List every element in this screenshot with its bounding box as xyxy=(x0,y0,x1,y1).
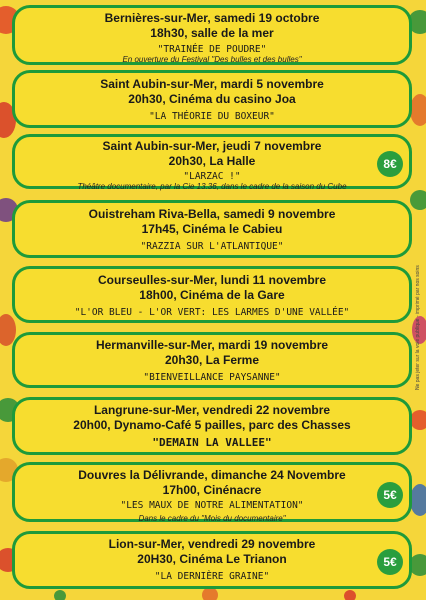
event-title: "RAZZIA SUR L'ATLANTIQUE" xyxy=(140,241,284,252)
event-title: "TRAINÉE DE POUDRE" xyxy=(157,44,267,55)
event-note: Théâtre documentaire, par la Cie 13.36, dans le cadre de la saison du Cube xyxy=(77,182,347,191)
event-time-venue: 17h00, Cinénacre xyxy=(162,483,262,497)
event-title: "L'OR BLEU - L'OR VERT: LES LARMES D'UNE VALLÉE" xyxy=(74,307,350,318)
event-time-venue: 20h00, Dynamo-Café 5 pailles, parc des Chasses xyxy=(73,418,351,432)
side-legal-text: Ne pas jeter sur la voie publique - imprimé par nos soins xyxy=(415,265,421,390)
event-time-venue: 18h00, Cinéma de la Gare xyxy=(139,288,285,302)
event-time-venue: 20h30, La Halle xyxy=(168,154,256,168)
event-place-date: Courseulles-sur-Mer, lundi 11 novembre xyxy=(97,273,327,287)
event-place-date: Saint Aubin-sur-Mer, mardi 5 novembre xyxy=(100,77,324,91)
event-time-venue: 20h30, La Ferme xyxy=(164,353,260,367)
event-card-langrune xyxy=(12,397,412,455)
event-place-date: Saint Aubin-sur-Mer, jeudi 7 novembre xyxy=(102,139,322,153)
event-title: "LARZAC !" xyxy=(183,171,241,182)
event-title: "LA THÉORIE DU BOXEUR" xyxy=(149,111,275,122)
event-place-date: Ouistreham Riva-Bella, samedi 9 novembre xyxy=(88,207,336,221)
event-place-date: Langrune-sur-Mer, vendredi 22 novembre xyxy=(93,403,331,417)
event-title: "LES MAUX DE NOTRE ALIMENTATION" xyxy=(120,500,304,511)
event-title: "LA DERNIÈRE GRAINE" xyxy=(154,571,270,582)
event-card-courseulles xyxy=(12,266,412,323)
event-card-douvres xyxy=(12,462,412,522)
event-time-venue: 20H30, Cinéma Le Trianon xyxy=(137,552,287,566)
price-badge: 5€ xyxy=(377,549,403,575)
event-place-date: Douvres la Délivrande, dimanche 24 Novembre xyxy=(78,468,346,482)
price-badge: 5€ xyxy=(377,482,403,508)
price-badge: 8€ xyxy=(377,151,403,177)
event-title: "BIENVEILLANCE PAYSANNE" xyxy=(143,372,281,383)
event-note: En ouverture du Festival "Des bulles et des bulles" xyxy=(122,55,302,64)
event-time-venue: 20h30, Cinéma du casino Joa xyxy=(128,92,296,106)
event-place-date: Bernières-sur-Mer, samedi 19 octobre xyxy=(104,11,320,25)
event-card-lion xyxy=(12,531,412,589)
event-time-venue: 17h45, Cinéma le Cabieu xyxy=(141,222,283,236)
event-note: Dans le cadre du "Mois du documentaire" xyxy=(138,514,286,523)
event-card-ouistreham xyxy=(12,200,412,258)
event-place-date: Hermanville-sur-Mer, mardi 19 novembre xyxy=(95,338,329,352)
event-card-saint-aubin-1 xyxy=(12,70,412,128)
event-place-date: Lion-sur-Mer, vendredi 29 novembre xyxy=(108,537,316,551)
event-title: "DEMAIN LA VALLEE" xyxy=(152,436,272,449)
event-time-venue: 18h30, salle de la mer xyxy=(150,26,274,40)
event-card-hermanville xyxy=(12,332,412,388)
